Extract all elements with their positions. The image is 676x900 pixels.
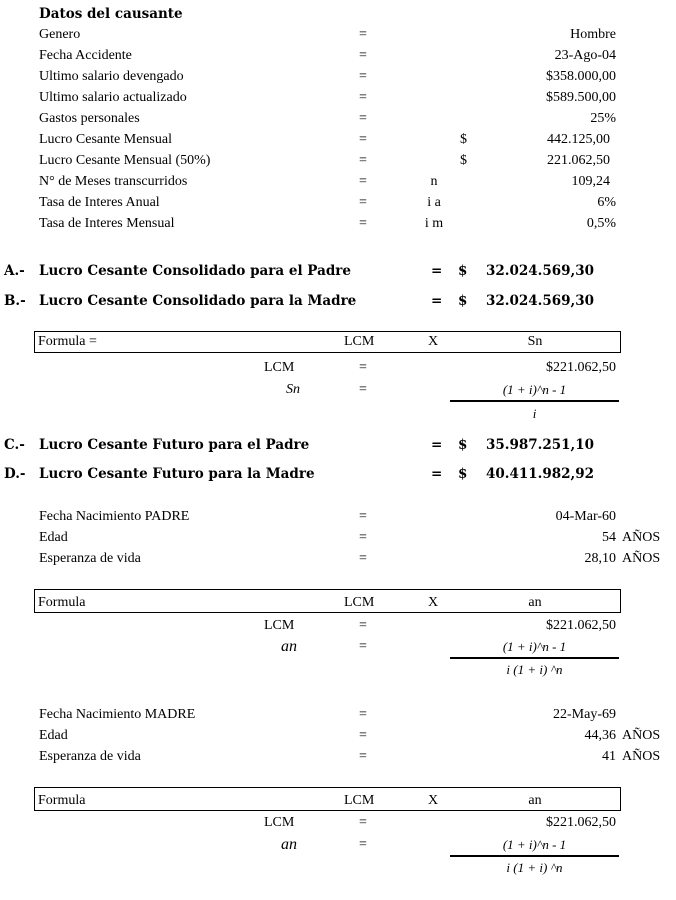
an-label: an — [281, 638, 297, 655]
result-label: Lucro Cesante Consolidado para la Madre — [39, 293, 357, 309]
lcm-label: LCM — [264, 815, 295, 830]
result-value: 35.987.251,10 — [486, 437, 595, 453]
row-value: 54 — [602, 530, 616, 545]
row-value: 109,24 — [571, 174, 610, 189]
section-title: Datos del causante — [39, 6, 183, 22]
an-numerator: (1 + i)^n - 1 — [502, 837, 567, 852]
row-unit: AÑOS — [622, 728, 661, 743]
row-label: Esperanza de vida — [39, 551, 141, 566]
row-eq: = — [359, 195, 367, 210]
result-eq: = — [431, 293, 443, 309]
row-label: Lucro Cesante Mensual — [39, 132, 172, 147]
row-eq: = — [359, 153, 367, 168]
lcm-eq: = — [359, 618, 367, 633]
row-label: Gastos personales — [39, 111, 140, 126]
formula-x: X — [428, 334, 439, 349]
formula-label: Formula — [38, 793, 86, 808]
row-symbol: n — [430, 174, 438, 189]
row-label: Fecha Nacimiento MADRE — [39, 707, 196, 722]
row-eq: = — [359, 216, 367, 231]
an-denominator: i (1 + i) ^n — [506, 860, 563, 875]
row-value: $358.000,00 — [546, 69, 616, 84]
row-label: Edad — [39, 530, 68, 545]
row-label: Ultimo salario devengado — [39, 69, 184, 84]
row-label: Fecha Accidente — [39, 48, 132, 63]
row-eq: = — [359, 111, 367, 126]
result-letter: C.- — [4, 437, 25, 453]
sn-label: Sn — [286, 382, 300, 397]
result-label: Lucro Cesante Futuro para la Madre — [39, 466, 315, 482]
lcm-eq: = — [359, 815, 367, 830]
an-numerator: (1 + i)^n - 1 — [502, 639, 567, 654]
formula-x: X — [428, 595, 439, 610]
lcm-value: $221.062,50 — [546, 618, 616, 633]
an-denominator: i (1 + i) ^n — [506, 662, 563, 677]
result-label: Lucro Cesante Consolidado para el Padre — [39, 263, 351, 279]
row-label: Edad — [39, 728, 68, 743]
result-letter: D.- — [4, 466, 26, 482]
result-letter: A.- — [4, 263, 25, 279]
row-eq: = — [359, 509, 367, 524]
currency-symbol: $ — [460, 153, 467, 168]
row-value: 221.062,50 — [547, 153, 610, 168]
lcm-value: $221.062,50 — [546, 360, 616, 375]
row-value: $589.500,00 — [546, 90, 616, 105]
row-label: Ultimo salario actualizado — [39, 90, 187, 105]
fraction-line — [450, 657, 619, 659]
result-letter: B.- — [4, 293, 26, 309]
fraction-line — [450, 400, 619, 402]
lcm-label: LCM — [264, 618, 295, 633]
row-value: 23-Ago-04 — [554, 48, 616, 63]
result-eq: = — [431, 263, 443, 279]
row-symbol: i m — [424, 216, 444, 231]
row-label: Tasa de Interes Anual — [39, 195, 160, 210]
row-label: Fecha Nacimiento PADRE — [39, 509, 190, 524]
formula-lcm: LCM — [344, 334, 375, 349]
currency-symbol: $ — [458, 437, 468, 453]
row-eq: = — [359, 27, 367, 42]
formula-term: an — [528, 595, 542, 610]
row-value: 28,10 — [584, 551, 616, 566]
formula-lcm: LCM — [344, 793, 375, 808]
row-value: 25% — [590, 111, 616, 126]
row-eq: = — [359, 90, 367, 105]
row-value: 22-May-69 — [553, 707, 616, 722]
lcm-label: LCM — [264, 360, 295, 375]
row-value: 0,5% — [586, 216, 616, 231]
currency-symbol: $ — [458, 263, 468, 279]
row-value: 6% — [597, 195, 616, 210]
result-value: 40.411.982,92 — [486, 466, 595, 482]
formula-label: Formula — [38, 595, 86, 610]
row-eq: = — [359, 174, 367, 189]
currency-symbol: $ — [460, 132, 467, 147]
row-eq: = — [359, 707, 367, 722]
row-unit: AÑOS — [622, 530, 661, 545]
result-eq: = — [431, 466, 443, 482]
formula-term: an — [528, 793, 542, 808]
an-eq: = — [359, 639, 367, 654]
lcm-value: $221.062,50 — [546, 815, 616, 830]
currency-symbol: $ — [458, 466, 468, 482]
currency-symbol: $ — [458, 293, 468, 309]
row-symbol: i a — [427, 195, 441, 210]
result-value: 32.024.569,30 — [486, 263, 595, 279]
formula-term: Sn — [527, 334, 543, 349]
row-eq: = — [359, 551, 367, 566]
lcm-eq: = — [359, 360, 367, 375]
row-label: Genero — [39, 27, 81, 42]
formula-label: Formula = — [38, 334, 97, 349]
row-eq: = — [359, 132, 367, 147]
row-eq: = — [359, 749, 367, 764]
row-label: Esperanza de vida — [39, 749, 141, 764]
row-eq: = — [359, 530, 367, 545]
row-value: 04-Mar-60 — [555, 509, 616, 524]
row-label: Tasa de Interes Mensual — [39, 216, 175, 231]
row-eq: = — [359, 728, 367, 743]
formula-lcm: LCM — [344, 595, 375, 610]
row-unit: AÑOS — [622, 749, 661, 764]
row-value: 44,36 — [584, 728, 616, 743]
row-value: 41 — [602, 749, 616, 764]
row-label: Lucro Cesante Mensual (50%) — [39, 153, 211, 168]
row-eq: = — [359, 48, 367, 63]
result-eq: = — [431, 437, 443, 453]
sn-eq: = — [359, 382, 367, 397]
an-eq: = — [359, 837, 367, 852]
an-label: an — [281, 836, 297, 853]
sn-numerator: (1 + i)^n - 1 — [502, 382, 567, 397]
sn-denominator: i — [532, 406, 537, 421]
result-value: 32.024.569,30 — [486, 293, 595, 309]
result-label: Lucro Cesante Futuro para el Padre — [39, 437, 310, 453]
formula-x: X — [428, 793, 439, 808]
row-value: 442.125,00 — [547, 132, 610, 147]
row-unit: AÑOS — [622, 551, 661, 566]
row-value: Hombre — [570, 27, 616, 42]
fraction-line — [450, 855, 619, 857]
row-eq: = — [359, 69, 367, 84]
row-label: N° de Meses transcurridos — [39, 174, 188, 189]
